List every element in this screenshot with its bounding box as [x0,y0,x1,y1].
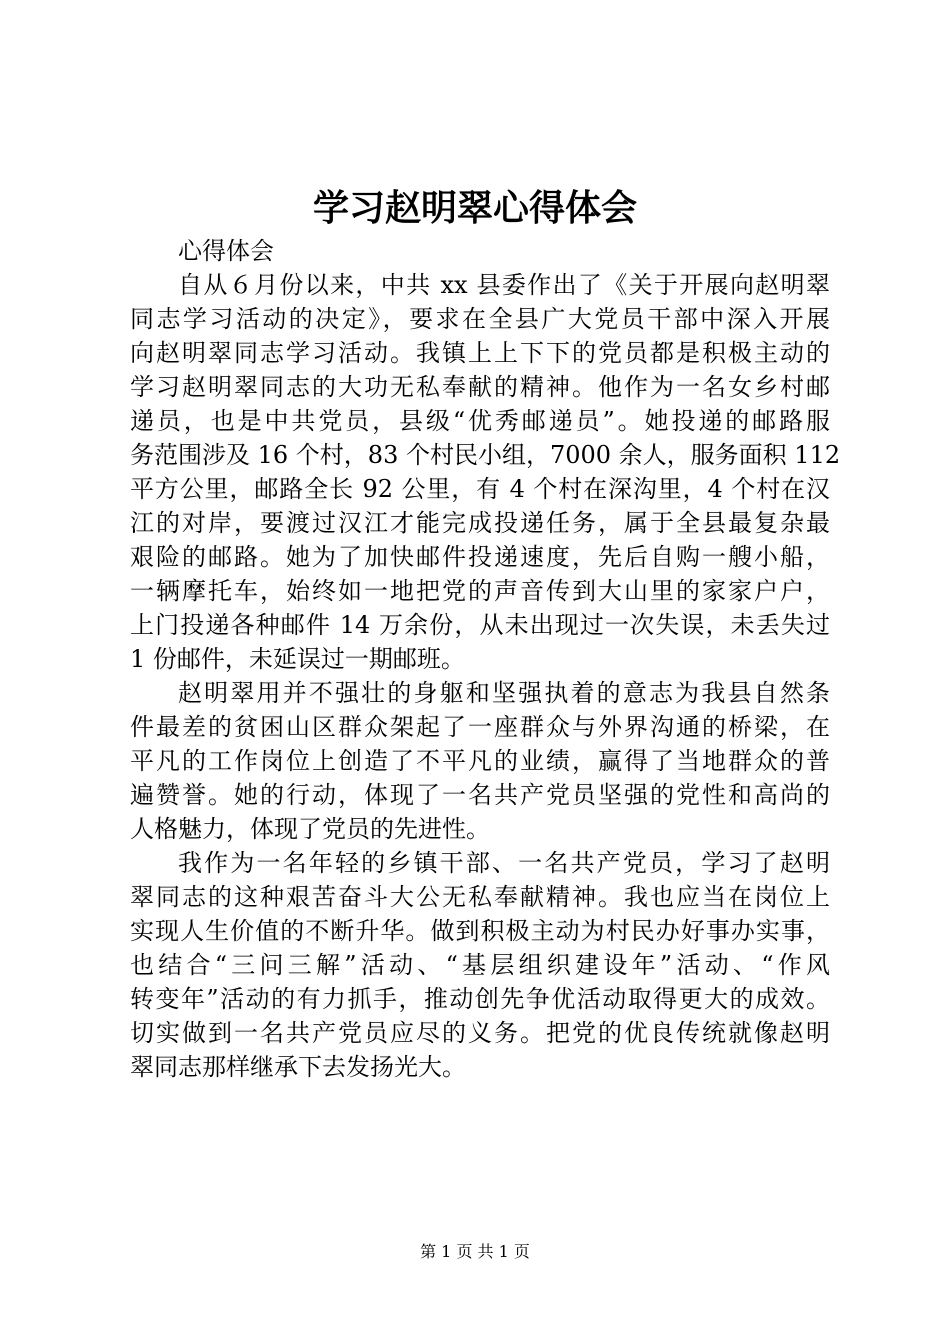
body-text-line: 我作为一名年轻的乡镇干部、一名共产党员，学习了赵明 [178,849,830,877]
body-text-line: 遍赞誉。她的行动，体现了一名共产党员坚强的党性和高尚的 [130,781,830,809]
document-title: 学习赵明翠心得体会 [312,187,637,229]
body-text-line: 平方公里，邮路全长 92 公里，有 4 个村在深沟里，4 个村在汉 [130,475,830,503]
body-text-line: 1 份邮件，未延误过一期邮班。 [130,645,465,673]
body-text-line: 上门投递各种邮件 14 万余份，从未出现过一次失误，未丢失过 [130,611,830,639]
body-text-line: 切实做到一名共产党员应尽的义务。把党的优良传统就像赵明 [130,1019,830,1047]
body-text-line: 人格魅力，体现了党员的先进性。 [130,815,490,843]
body-text-line: 也结合“三问三解”活动、“基层组织建设年”活动、“作风 [130,951,830,979]
body-text-line: 艰险的邮路。她为了加快邮件投递速度，先后自购一艘小船， [130,543,830,571]
body-text-line: 自从６月份以来，中共 xx 县委作出了《关于开展向赵明翠 [178,271,830,299]
body-text-line: 赵明翠用并不强壮的身躯和坚强执着的意志为我县自然条 [178,679,830,707]
body-text-line: 实现人生价值的不断升华。做到积极主动为村民办好事办实事， [130,917,830,945]
body-text-line: 翠同志那样继承下去发扬光大。 [130,1053,466,1081]
body-text-line: 务范围涉及 16 个村，83 个村民小组，7000 余人，服务面积 112 [130,441,841,469]
body-text-line: 一辆摩托车，始终如一地把党的声音传到大山里的家家户户， [130,577,830,605]
body-text-line: 学习赵明翠同志的大功无私奉献的精神。他作为一名女乡村邮 [130,373,830,401]
body-text-line: 平凡的工作岗位上创造了不平凡的业绩，赢得了当地群众的普 [130,747,830,775]
body-text-line: 向赵明翠同志学习活动。我镇上上下下的党员都是积极主动的 [130,339,830,367]
body-text-line: 转变年”活动的有力抓手，推动创先争优活动取得更大的成效。 [130,985,830,1013]
document-body [130,234,841,1084]
body-text-line: 递员，也是中共党员，县级“优秀邮递员”。她投递的邮路服 [130,407,830,435]
body-text-line: 件最差的贫困山区群众架起了一座群众与外界沟通的桥梁，在 [130,713,830,741]
body-text-line: 同志学习活动的决定》，要求在全县广大党员干部中深入开展 [130,305,830,333]
body-text-line: 翠同志的这种艰苦奋斗大公无私奉献精神。我也应当在岗位上 [130,883,830,911]
page-footer: 第 1 页 共 1 页 [420,1242,530,1261]
body-text-line: 心得体会 [178,237,274,265]
body-text-line: 江的对岸，要渡过汉江才能完成投递任务，属于全县最复杂最 [130,509,830,537]
